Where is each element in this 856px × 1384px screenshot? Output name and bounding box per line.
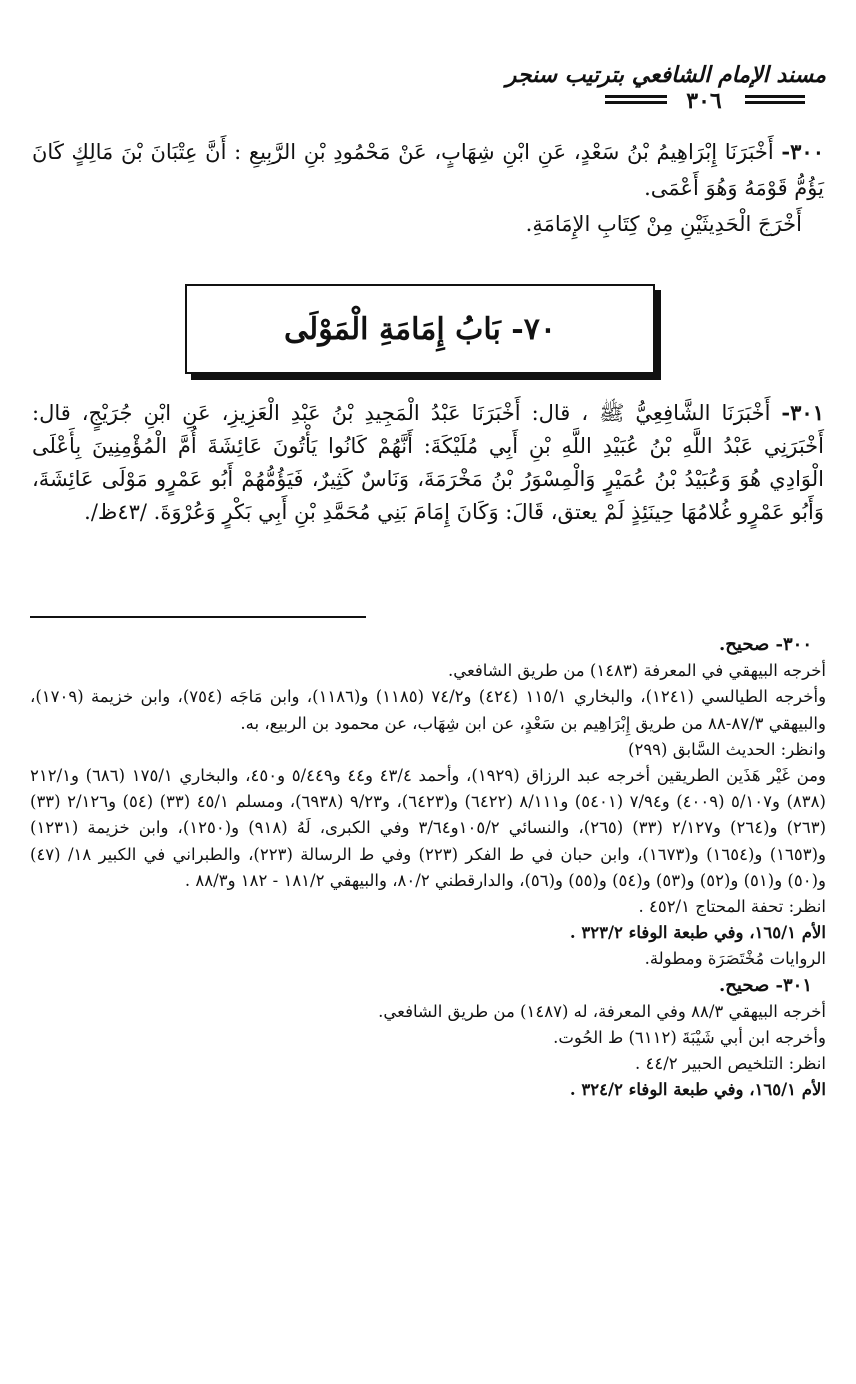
hadith-300 <box>32 134 824 242</box>
footnote-301-grade: ٣٠١- صحيح. <box>719 974 812 996</box>
hadith-301 <box>32 396 824 529</box>
footnote-300-grade: ٣٠٠- صحيح. <box>719 634 812 655</box>
hadith-300-number: ٣٠٠- <box>781 139 824 164</box>
footnotes <box>30 632 826 1104</box>
hadith-301-text: أَخْبَرَنَا الشَّافِعِيُّ ﷺ ، قال: أَخْبَرَنَا عَبْدُ الْمَجِيدِ بْنُ عَبْدِ الْعَزِيزِ، عَنِ ابْنِ جُرَيْجٍ، قال: أَخْبَرَنِي عَبْدُ اللَّهِ بْنُ عُبَيْدِ اللَّهِ بْنِ أَبِي مُلَيْكَةَ: أَنَّهُمْ كَانُوا يَأْتُونَ عَائِشَةَ أُمَّ الْمُؤْمِنِينَ بِأَعْلَى الْوَادِي هُوَ وَعُبَيْدُ بْنُ عُمَيْرٍ وَالْمِسْوَرُ بْنُ مَخْرَمَةَ، وَنَاسٌ كَثِيرٌ، فَيَؤُمُّهُمْ أَبُو عَمْرٍو مَوْلَى عَائِشَةَ، وَأَبُو عَمْرٍو غُلامُهَا حِينَئِذٍ لَمْ يعتق، قَالَ: وَكَانَ إِمَامَ بَنِي مُحَمَّدِ بْنِ أَبِي بَكْرٍ وَعُرْوَةَ. /٤٣ظ/. <box>32 401 824 524</box>
footnote-separator <box>30 616 366 618</box>
header-double-rule-left <box>605 95 667 104</box>
chapter-title: ٧٠- بَابُ إِمَامَةِ الْمَوْلَى <box>284 311 556 347</box>
footnote-line: انظر: تحفة المحتاج ٤٥٢/١ . <box>638 897 826 917</box>
running-title: مسند الإمام الشافعي بترتيب سنجر <box>505 62 826 88</box>
footnote-line: الأم ١٦٥/١، وفي طبعة الوفاء ٣٢٤/٢ . <box>569 1080 826 1100</box>
page-number-row <box>0 86 856 116</box>
footnote-line: أخرجه البيهقي ٨٨/٣ وفي المعرفة، له (١٤٨٧) من طريق الشافعي. <box>378 1001 826 1021</box>
hadith-301-number: ٣٠١- <box>781 400 824 425</box>
chapter-heading-box <box>185 284 655 374</box>
header-double-rule-right <box>745 95 805 104</box>
footnote-line: وأخرجه الطيالسي (١٢٤١)، والبخاري ١١٥/١ (٤٢٤) و٧٤/٢ (١١٨٥) و(١١٨٦)، وابن مَاجَه (٧٥٤)، وابن خزيمة (١٧٠٩)، والبيهقي ٨٧/٣-٨٨ من طريق إِبْرَاهِيم بن سَعْدٍ، عن ابن شِهَاب، عن محمود بن الربيع، به. <box>30 687 827 733</box>
footnote-line: انظر: التلخيص الحبير ٤٤/٢ . <box>635 1054 826 1074</box>
hadith-300-paragraph <box>32 134 824 206</box>
footnote-line: ومن غَيْر هَذَين الطريقين أخرجه عبد الرزاق (١٩٢٩)، وأحمد ٤٣/٤ و٤٤ و٥/٤٤٩ و٤٥٠، والبخاري ١٧٥/١ (٦٨٦) و٢١٢/١ (٨٣٨) و٥/١٠٧ (٤٠٠٩) و٧/٩٤ (٥٤٠١) و٨/١١١ (٦٤٢٢) و(٦٤٢٣)، و٩/٢٣ (٦٩٣٨)، ومسلم ٤٥/١ (٣٣) (٥٤) و٢/١٢٦ (٣٣) (٢٦٣) و(٢٦٤) و٢/١٢٧ (٣٣) (٢٦٥)، والنسائي ١٠٥/٢و٣/٦٤ وفي الكبرى، لَهُ (٩١٨) و(١٢٥٠)، وابن خزيمة (١٢٣١) و(١٦٥٣) و(١٦٥٤) و(١٦٧٣)، وابن حبان في ط الفكر (٢٢٣) وفي ط الرسالة (٢٢٣)، والطبراني في الكبير ١٨/ (٤٧) و(٥٠) و(٥١) و(٥٢) و(٥٣) و(٥٤) و(٥٥) و(٥٦)، والدارقطني ٨٠/٢، والبيهقي ١٨١/٢ - ١٨٢ و٨٨/٣ . <box>30 766 827 890</box>
footnote-line: أخرجه البيهقي في المعرفة (١٤٨٣) من طريق الشافعي. <box>447 661 826 681</box>
footnote-line: الروايات مُخْتَصَرَة ومطولة. <box>644 949 826 969</box>
hadith-300-source: أَخْرَجَ الْحَدِيثَيْنِ مِنْ كِتَابِ الإِمَامَةِ. <box>525 212 802 236</box>
footnote-line: الأم ١٦٥/١، وفي طبعة الوفاء ٣٢٣/٢ . <box>569 923 826 943</box>
page-number: ٣٠٦ <box>672 88 736 114</box>
footnote-line: وانظر: الحديث السَّابق (٢٩٩) <box>628 739 826 759</box>
footnote-line: وأخرجه ابن أبي شَيْبَةَ (٦١١٢) ط الحُوت. <box>553 1028 826 1048</box>
hadith-300-text: أَخْبَرَنَا إِبْرَاهِيمُ بْنُ سَعْدٍ، عَنِ ابْنِ شِهَابٍ، عَنْ مَحْمُودِ بْنِ الرَّبِيعِ : أَنَّ عِتْبَانَ بْنَ مَالِكٍ كَانَ يَؤُمُّ قَوْمَهُ وَهُوَ أَعْمَى. <box>32 140 824 200</box>
